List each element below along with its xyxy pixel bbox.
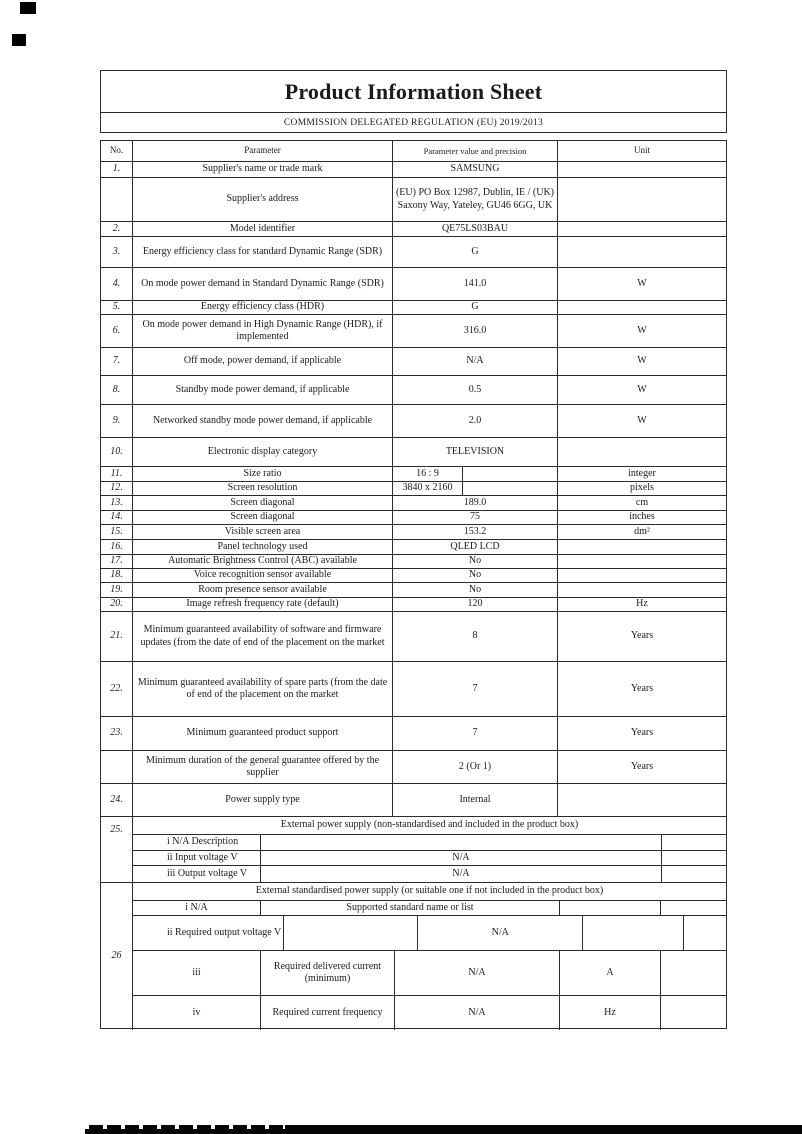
row-unit: Years bbox=[630, 682, 654, 694]
row-parameter: Automatic Brightness Control (ABC) available bbox=[133, 555, 393, 568]
row-parameter: Minimum guaranteed product support bbox=[133, 717, 393, 750]
row-parameter: On mode power demand in Standard Dynamic Range (SDR) bbox=[133, 268, 393, 300]
subrow-num: ii Required output voltage V bbox=[133, 916, 284, 950]
table-row bbox=[101, 555, 726, 569]
row-parameter: Networked standby mode power demand, if applicable bbox=[133, 405, 393, 437]
subrow-value: N/A bbox=[395, 951, 560, 995]
row-value: 316.0 bbox=[393, 315, 558, 347]
row-unit: integer bbox=[628, 467, 656, 479]
row-parameter: Supplier's address bbox=[133, 178, 393, 221]
table-row bbox=[101, 315, 726, 348]
row-value: SAMSUNG bbox=[393, 162, 558, 177]
table-row bbox=[101, 598, 726, 612]
row-value: 8 bbox=[393, 612, 558, 661]
row-no: 1. bbox=[101, 162, 133, 177]
row-parameter: Screen resolution bbox=[133, 482, 393, 495]
table-row bbox=[101, 376, 726, 405]
row-unit: W bbox=[637, 383, 647, 395]
row-no: 5. bbox=[101, 301, 133, 314]
section-26 bbox=[101, 883, 726, 1030]
table-row bbox=[101, 511, 726, 525]
row-unit: inches bbox=[629, 511, 655, 523]
row-unit: Years bbox=[630, 760, 654, 772]
section-25-subrow bbox=[133, 866, 726, 882]
subrow-tail bbox=[661, 835, 726, 850]
header-parameter: Parameter bbox=[133, 141, 393, 161]
scan-artifact bbox=[20, 2, 36, 14]
section-26-subrow bbox=[133, 916, 726, 951]
scan-artifact bbox=[12, 34, 26, 46]
row-no: 12. bbox=[101, 482, 133, 495]
header-value: Parameter value and precision bbox=[393, 141, 558, 161]
row-no: 23. bbox=[101, 717, 133, 750]
table-row bbox=[101, 467, 726, 482]
section-25-subrow bbox=[133, 835, 726, 851]
row-no: 8. bbox=[101, 376, 133, 404]
scan-artifact-bottom-dashes bbox=[85, 1125, 285, 1129]
row-unit bbox=[558, 162, 726, 177]
table-row bbox=[101, 301, 726, 315]
row-unit: W bbox=[637, 277, 647, 289]
row-value: Internal bbox=[393, 784, 558, 816]
row-value bbox=[393, 467, 558, 481]
subrow-num: i N/A bbox=[133, 901, 261, 915]
row-value: 7 bbox=[393, 662, 558, 716]
row-no: 10. bbox=[101, 438, 133, 466]
row-parameter: Minimum guaranteed availability of spare parts (from the date of end of the placement on the market bbox=[133, 662, 393, 716]
table-row bbox=[101, 662, 726, 717]
row-value: 7 bbox=[393, 717, 558, 750]
row-parameter: Standby mode power demand, if applicable bbox=[133, 376, 393, 404]
row-unit: W bbox=[637, 355, 647, 367]
subrow-unit bbox=[583, 916, 684, 950]
table-row bbox=[101, 784, 726, 817]
subrow-value: N/A bbox=[395, 996, 560, 1030]
section-25-no: 25. bbox=[101, 817, 133, 882]
row-unit bbox=[558, 555, 726, 568]
row-no: 16. bbox=[101, 540, 133, 554]
row-no: 14. bbox=[101, 511, 133, 524]
subrow-desc: Required current frequency bbox=[261, 996, 395, 1030]
section-26-header: External standardised power supply (or suitable one if not included in the product box) bbox=[133, 883, 726, 901]
section-25-body bbox=[133, 817, 726, 882]
subrow-label: ii Input voltage V bbox=[133, 851, 261, 866]
subrow-unit: Hz bbox=[560, 996, 661, 1030]
row-parameter: Image refresh frequency rate (default) bbox=[133, 598, 393, 611]
row-no: 7. bbox=[101, 348, 133, 375]
row-parameter: Minimum duration of the general guarantee offered by the supplier bbox=[133, 751, 393, 783]
subrow-tail bbox=[661, 851, 726, 866]
row-parameter: Panel technology used bbox=[133, 540, 393, 554]
row-no: 24. bbox=[101, 784, 133, 816]
table-row bbox=[101, 178, 726, 222]
row-value bbox=[393, 482, 558, 495]
subrow-desc: Required delivered current (minimum) bbox=[261, 951, 395, 995]
row-parameter: Size ratio bbox=[133, 467, 393, 481]
section-25-header: External power supply (non-standardised and included in the product box) bbox=[133, 817, 726, 835]
row-value: No bbox=[393, 555, 558, 568]
row-unit: cm bbox=[635, 496, 649, 508]
row-unit bbox=[558, 301, 726, 314]
row-no: 17. bbox=[101, 555, 133, 568]
subrow-tail bbox=[661, 996, 726, 1030]
row-value: QE75LS03BAU bbox=[393, 222, 558, 236]
header-no: No. bbox=[101, 141, 133, 161]
table-row bbox=[101, 222, 726, 237]
table-row bbox=[101, 268, 726, 301]
row-parameter: Room presence sensor available bbox=[133, 583, 393, 597]
section-26-subrow bbox=[133, 951, 726, 996]
row-no: 22. bbox=[101, 662, 133, 716]
table-row bbox=[101, 237, 726, 268]
table-row bbox=[101, 583, 726, 598]
subrow-tail bbox=[661, 866, 726, 882]
row-no: 4. bbox=[101, 268, 133, 300]
row-value: 153.2 bbox=[393, 525, 558, 539]
row-unit bbox=[558, 569, 726, 582]
row-no: 3. bbox=[101, 237, 133, 267]
row-parameter: On mode power demand in High Dynamic Range (HDR), if implemented bbox=[133, 315, 393, 347]
subrow-unit: A bbox=[560, 951, 661, 995]
product-info-table bbox=[100, 140, 727, 1029]
row-parameter: Voice recognition sensor available bbox=[133, 569, 393, 582]
section-25-subrow bbox=[133, 851, 726, 867]
subrow-label: iii Output voltage V bbox=[133, 866, 261, 882]
section-26-body bbox=[133, 883, 726, 1030]
table-row bbox=[101, 525, 726, 540]
subrow-desc: Supported standard name or list bbox=[261, 901, 560, 915]
subrow-value: N/A bbox=[452, 851, 470, 863]
table-row bbox=[101, 438, 726, 467]
row-value: TELEVISION bbox=[393, 438, 558, 466]
row-parameter: Screen diagonal bbox=[133, 496, 393, 510]
row-no bbox=[101, 178, 133, 221]
row-no: 15. bbox=[101, 525, 133, 539]
subrow-value: N/A bbox=[452, 867, 470, 879]
row-value: No bbox=[393, 583, 558, 597]
table-row bbox=[101, 348, 726, 376]
row-unit: Years bbox=[630, 630, 654, 642]
row-unit: dm² bbox=[634, 525, 650, 537]
row-value: QLED LCD bbox=[393, 540, 558, 554]
subrow-unit bbox=[560, 901, 661, 915]
subrow-value: N/A bbox=[418, 916, 583, 950]
header-unit: Unit bbox=[633, 145, 650, 156]
subrow-value bbox=[261, 835, 661, 850]
row-parameter: Electronic display category bbox=[133, 438, 393, 466]
row-value: No bbox=[393, 569, 558, 582]
section-26-subrow bbox=[133, 901, 726, 916]
row-no: 21. bbox=[101, 612, 133, 661]
row-value-spacer bbox=[463, 467, 557, 481]
subrow-num: iv bbox=[133, 996, 261, 1030]
row-parameter: Model identifier bbox=[133, 222, 393, 236]
row-unit bbox=[558, 438, 726, 466]
row-value: (EU) PO Box 12987, Dublin, IE / (UK) Saxony Way, Yateley, GU46 6GG, UK bbox=[393, 178, 558, 221]
row-value: 0.5 bbox=[393, 376, 558, 404]
row-parameter: Visible screen area bbox=[133, 525, 393, 539]
subrow-tail bbox=[684, 916, 726, 950]
row-no: 19. bbox=[101, 583, 133, 597]
row-value: 2.0 bbox=[393, 405, 558, 437]
row-parameter: Supplier's name or trade mark bbox=[133, 162, 393, 177]
subrow-tail bbox=[661, 901, 726, 915]
row-parameter: Power supply type bbox=[133, 784, 393, 816]
row-no: 18. bbox=[101, 569, 133, 582]
row-value-spacer bbox=[463, 482, 557, 495]
row-unit bbox=[558, 540, 726, 554]
row-no: 11. bbox=[101, 467, 133, 481]
table-row bbox=[101, 496, 726, 511]
page-subtitle: COMMISSION DELEGATED REGULATION (EU) 2019/2013 bbox=[283, 118, 544, 128]
row-unit bbox=[558, 178, 726, 221]
subrow-tail bbox=[661, 951, 726, 995]
subrow-num: iii bbox=[133, 951, 261, 995]
section-26-no: 26 bbox=[101, 883, 133, 1030]
table-row bbox=[101, 162, 726, 178]
row-unit: W bbox=[637, 414, 647, 426]
row-parameter: Energy efficiency class for standard Dynamic Range (SDR) bbox=[133, 237, 393, 267]
table-row bbox=[101, 405, 726, 438]
row-no: 20. bbox=[101, 598, 133, 611]
row-unit bbox=[558, 784, 726, 816]
table-row bbox=[101, 751, 726, 784]
row-unit: Hz bbox=[636, 598, 648, 610]
subrow-label: i N/A Description bbox=[133, 835, 261, 850]
row-unit: Years bbox=[630, 727, 654, 739]
row-value: 189.0 bbox=[393, 496, 558, 510]
row-value: G bbox=[393, 237, 558, 267]
row-unit bbox=[558, 583, 726, 597]
table-row bbox=[101, 540, 726, 555]
table-row bbox=[101, 717, 726, 751]
row-value: 120 bbox=[393, 598, 558, 611]
row-parameter: Minimum guaranteed availability of software and firmware updates (from the date of end of the placement on the market bbox=[133, 612, 393, 661]
table-row bbox=[101, 482, 726, 496]
row-value: 75 bbox=[393, 511, 558, 524]
row-parameter: Off mode, power demand, if applicable bbox=[133, 348, 393, 375]
row-value-text: 3840 x 2160 bbox=[393, 482, 463, 495]
section-26-subrow bbox=[133, 996, 726, 1030]
row-value: 141.0 bbox=[393, 268, 558, 300]
row-no: 2. bbox=[101, 222, 133, 236]
row-no bbox=[101, 751, 133, 783]
row-parameter: Screen diagonal bbox=[133, 511, 393, 524]
table-header-row bbox=[101, 141, 726, 162]
table-row bbox=[101, 612, 726, 662]
row-parameter: Energy efficiency class (HDR) bbox=[133, 301, 393, 314]
row-no: 6. bbox=[101, 315, 133, 347]
title-block bbox=[100, 70, 727, 133]
row-no: 9. bbox=[101, 405, 133, 437]
row-no: 13. bbox=[101, 496, 133, 510]
section-25 bbox=[101, 817, 726, 883]
row-value-text: 16 : 9 bbox=[393, 467, 463, 481]
page-title: Product Information Sheet bbox=[101, 71, 726, 113]
table-row bbox=[101, 569, 726, 583]
row-value: G bbox=[393, 301, 558, 314]
row-value: N/A bbox=[393, 348, 558, 375]
row-unit bbox=[558, 222, 726, 236]
subrow-desc bbox=[284, 916, 418, 950]
row-unit: pixels bbox=[630, 482, 654, 494]
row-value: 2 (Or 1) bbox=[393, 751, 558, 783]
row-unit bbox=[558, 237, 726, 267]
row-unit: W bbox=[637, 324, 647, 336]
